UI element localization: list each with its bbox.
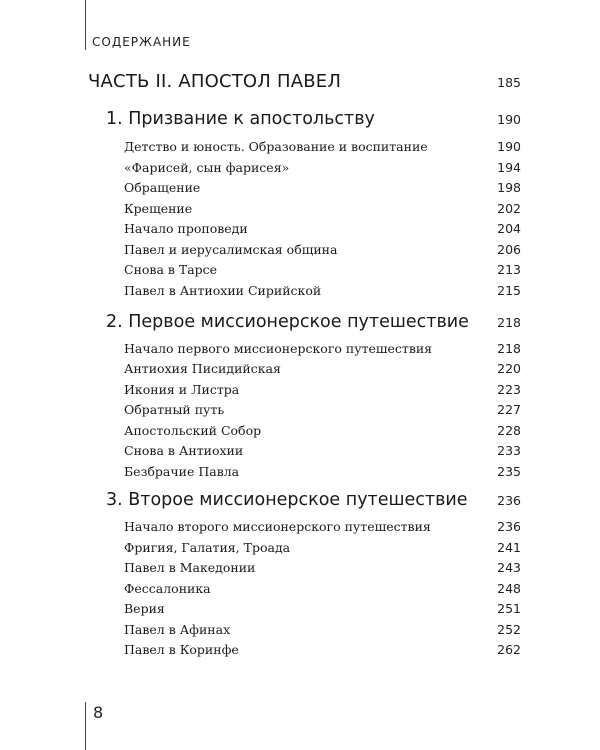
toc-entry-title: Начало первого миссионерского путешествия bbox=[124, 341, 433, 356]
toc-entry-title: Павел в Коринфе bbox=[124, 642, 239, 657]
toc-entry-page: 252 bbox=[497, 622, 521, 637]
toc-entry[interactable] bbox=[124, 361, 521, 376]
toc-entry-title: Павел в Македонии bbox=[124, 560, 256, 575]
toc-entry[interactable] bbox=[124, 180, 521, 195]
toc-entry-title: Снова в Антиохии bbox=[124, 443, 244, 458]
toc-entry-title: Верия bbox=[124, 601, 165, 616]
toc-entry-page: 202 bbox=[497, 201, 521, 216]
toc-entry-title: Павел в Афинах bbox=[124, 622, 231, 637]
toc-entry[interactable] bbox=[124, 341, 521, 356]
toc-entry[interactable] bbox=[124, 423, 521, 438]
toc-entry[interactable] bbox=[124, 262, 521, 277]
toc-entry-title: Антиохия Писидийская bbox=[124, 361, 281, 376]
toc-entry-page: 220 bbox=[497, 361, 521, 376]
toc-entry-page: 262 bbox=[497, 642, 521, 657]
toc-entry[interactable] bbox=[124, 443, 521, 458]
toc-entry[interactable] bbox=[124, 581, 521, 596]
toc-entry-page: 198 bbox=[497, 180, 521, 195]
toc-chapter[interactable] bbox=[106, 109, 521, 129]
toc-entry-page: 218 bbox=[497, 341, 521, 356]
toc-entry-title: Начало проповеди bbox=[124, 221, 248, 236]
toc-entry-page: 236 bbox=[497, 519, 521, 534]
toc-entry-page: 204 bbox=[497, 221, 521, 236]
toc-entry[interactable] bbox=[124, 382, 521, 397]
toc-entry-title: Обратный путь bbox=[124, 402, 225, 417]
toc-entry-title: Павел и иерусалимская община bbox=[124, 242, 338, 257]
toc-entry[interactable] bbox=[124, 221, 521, 236]
toc-entry-page: 215 bbox=[497, 283, 521, 298]
toc-entry-page: 235 bbox=[497, 464, 521, 479]
toc-entry-title: «Фарисей, сын фарисея» bbox=[124, 160, 290, 175]
toc-entry-page: 233 bbox=[497, 443, 521, 458]
toc-entry[interactable] bbox=[124, 622, 521, 637]
toc-chapter[interactable] bbox=[106, 490, 521, 510]
toc-entry[interactable] bbox=[124, 201, 521, 216]
toc-entry-title: Безбрачие Павла bbox=[124, 464, 240, 479]
toc-chapter-page: 236 bbox=[497, 493, 521, 508]
toc-chapter-title: 2. Первое миссионерское путешествие bbox=[106, 312, 469, 332]
toc-entry[interactable] bbox=[124, 540, 521, 555]
toc-entry-page: 194 bbox=[497, 160, 521, 175]
toc-entry[interactable] bbox=[124, 642, 521, 657]
toc-entry-page: 206 bbox=[497, 242, 521, 257]
toc-entry-page: 213 bbox=[497, 262, 521, 277]
page-number: 8 bbox=[93, 703, 104, 722]
toc-entry-title: Фессалоника bbox=[124, 581, 211, 596]
toc-part[interactable] bbox=[88, 71, 521, 92]
toc-entry-page: 243 bbox=[497, 560, 521, 575]
toc-entry-title: Детство и юность. Образование и воспитание bbox=[124, 139, 428, 154]
toc-chapter-title: 1. Призвание к апостольству bbox=[106, 109, 375, 129]
toc-part-title: ЧАСТЬ II. АПОСТОЛ ПАВЕЛ bbox=[88, 71, 342, 92]
toc-entry[interactable] bbox=[124, 160, 521, 175]
toc-entry[interactable] bbox=[124, 283, 521, 298]
toc-entry[interactable] bbox=[124, 242, 521, 257]
toc-entry[interactable] bbox=[124, 139, 521, 154]
toc-entry[interactable] bbox=[124, 464, 521, 479]
toc-entry-page: 248 bbox=[497, 581, 521, 596]
toc-entry[interactable] bbox=[124, 519, 521, 534]
toc-entry-page: 190 bbox=[497, 139, 521, 154]
toc-entry-title: Апостольский Собор bbox=[124, 423, 262, 438]
toc-entry[interactable] bbox=[124, 560, 521, 575]
toc-chapter[interactable] bbox=[106, 312, 521, 332]
toc-chapter-page: 218 bbox=[497, 315, 521, 330]
toc-entry-title: Обращение bbox=[124, 180, 201, 195]
toc-entry[interactable] bbox=[124, 601, 521, 616]
toc-entry-page: 223 bbox=[497, 382, 521, 397]
toc-entry-page: 251 bbox=[497, 601, 521, 616]
toc-entry-title: Икония и Листра bbox=[124, 382, 240, 397]
toc-chapter-page: 190 bbox=[497, 112, 521, 127]
toc-entry-page: 227 bbox=[497, 402, 521, 417]
toc-entry-title: Фригия, Галатия, Троада bbox=[124, 540, 291, 555]
toc-chapter-title: 3. Второе миссионерское путешествие bbox=[106, 490, 468, 510]
toc-entry[interactable] bbox=[124, 402, 521, 417]
toc-entry-page: 241 bbox=[497, 540, 521, 555]
vertical-rule-bottom bbox=[85, 702, 86, 750]
toc-entry-title: Начало второго миссионерского путешествия bbox=[124, 519, 431, 534]
toc-entry-title: Крещение bbox=[124, 201, 193, 216]
vertical-rule-top bbox=[85, 0, 86, 50]
toc-part-page: 185 bbox=[497, 75, 521, 90]
toc-entry-page: 228 bbox=[497, 423, 521, 438]
toc-entry-title: Снова в Тарсе bbox=[124, 262, 218, 277]
running-head: СОДЕРЖАНИЕ bbox=[92, 35, 191, 49]
toc-entry-title: Павел в Антиохии Сирийской bbox=[124, 283, 322, 298]
